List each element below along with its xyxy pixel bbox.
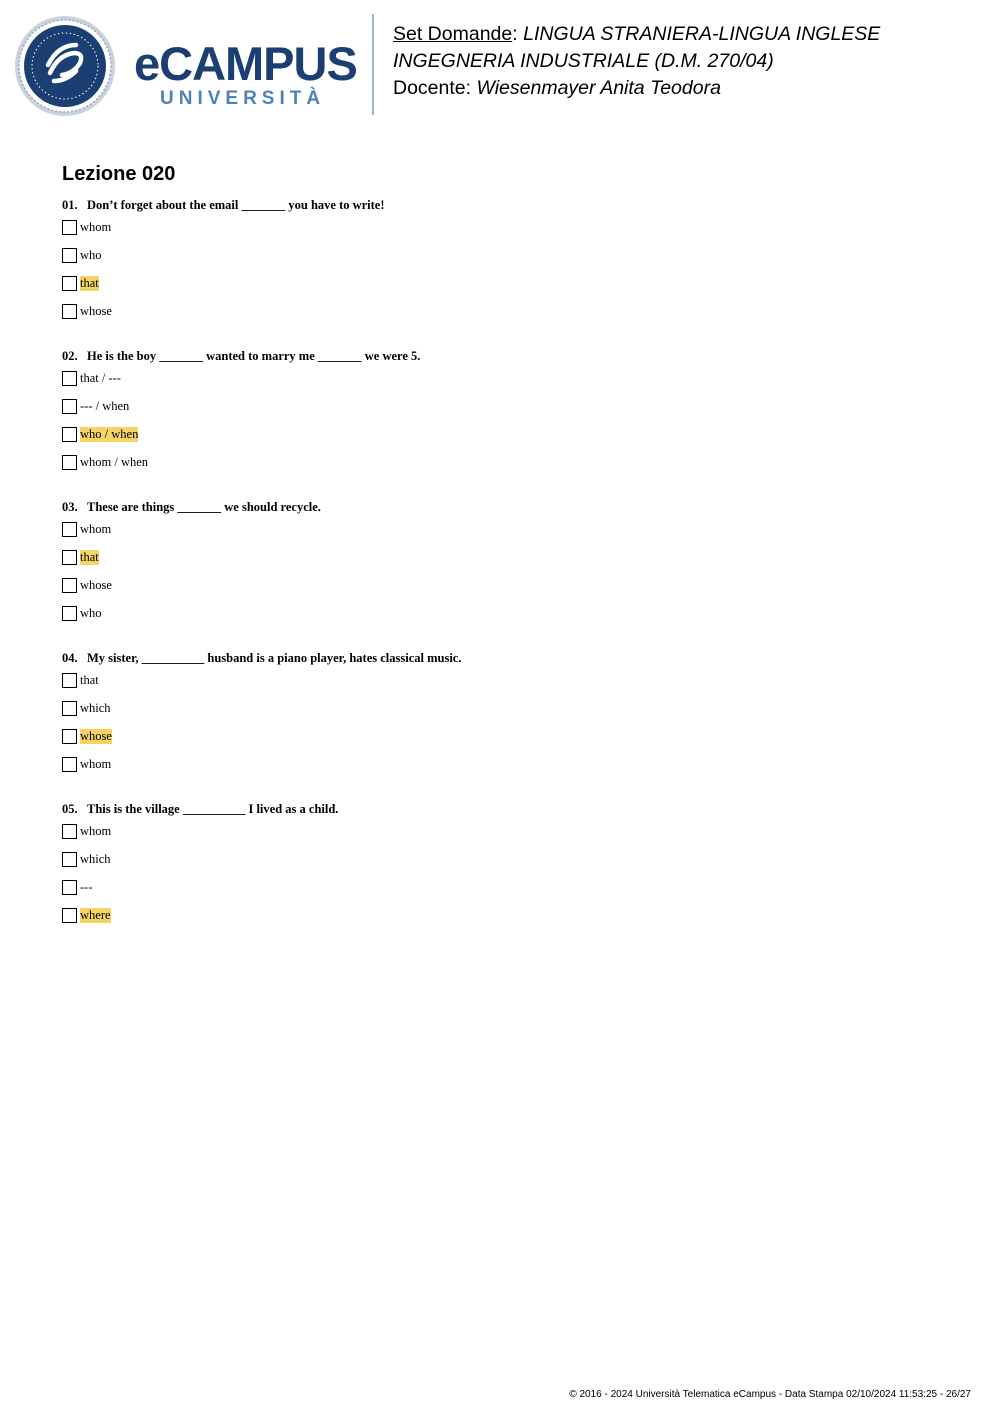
question-prompt: My sister, __________ husband is a piano player, hates classical music. bbox=[87, 651, 462, 665]
answer-checkbox[interactable] bbox=[62, 371, 77, 386]
header-divider bbox=[372, 14, 374, 115]
answer-option[interactable] bbox=[62, 455, 862, 483]
answer-label: who bbox=[80, 606, 102, 620]
answer-option[interactable] bbox=[62, 606, 862, 634]
answer-label: whom bbox=[80, 220, 112, 234]
answer-option[interactable] bbox=[62, 522, 862, 550]
answer-option[interactable] bbox=[62, 824, 862, 852]
answer-checkbox[interactable] bbox=[62, 399, 77, 414]
answer-label: whom bbox=[80, 757, 112, 771]
answer-checkbox[interactable] bbox=[62, 824, 77, 839]
answer-option[interactable] bbox=[62, 550, 862, 578]
ecampus-wordmark: eCAMPUS bbox=[134, 37, 357, 90]
answer-checkbox[interactable] bbox=[62, 729, 77, 744]
question-text bbox=[62, 198, 862, 220]
question-text bbox=[62, 500, 862, 522]
answer-option[interactable] bbox=[62, 880, 862, 908]
set-label: Set Domande bbox=[393, 23, 513, 45]
teacher-label: Docente bbox=[393, 77, 466, 99]
answer-option[interactable] bbox=[62, 427, 862, 455]
answer-checkbox[interactable] bbox=[62, 304, 77, 319]
answer-label: whom bbox=[80, 522, 112, 536]
question-prompt: These are things _______ we should recycle. bbox=[87, 500, 321, 514]
answer-option[interactable] bbox=[62, 371, 862, 399]
answer-label: who bbox=[80, 248, 102, 262]
question-text bbox=[62, 651, 862, 673]
answer-label-highlighted: that bbox=[80, 276, 99, 290]
question-text bbox=[62, 349, 862, 371]
answer-option[interactable] bbox=[62, 673, 862, 701]
answer-label: which bbox=[80, 701, 111, 715]
question-prompt: This is the village __________ I lived as a child. bbox=[87, 802, 339, 816]
header-info bbox=[393, 21, 880, 102]
answer-checkbox[interactable] bbox=[62, 220, 77, 235]
answer-option[interactable] bbox=[62, 578, 862, 606]
answer-checkbox[interactable] bbox=[62, 701, 77, 716]
answer-checkbox[interactable] bbox=[62, 880, 77, 895]
answer-label-highlighted: that bbox=[80, 550, 99, 564]
answer-option[interactable] bbox=[62, 399, 862, 427]
answer-label: --- / when bbox=[80, 399, 130, 413]
answer-checkbox[interactable] bbox=[62, 276, 77, 291]
lesson-title: Lezione 020 bbox=[62, 163, 176, 185]
answer-option[interactable] bbox=[62, 248, 862, 276]
page-footer: © 2016 - 2024 Università Telematica eCampus - Data Stampa 02/10/2024 11:53:25 - 26/27 bbox=[569, 1389, 971, 1400]
page-header bbox=[0, 0, 1000, 130]
answer-option[interactable] bbox=[62, 729, 862, 757]
question-1 bbox=[62, 198, 862, 332]
question-5 bbox=[62, 802, 862, 936]
answer-checkbox[interactable] bbox=[62, 522, 77, 537]
question-number: 03. bbox=[62, 500, 78, 514]
answer-checkbox[interactable] bbox=[62, 550, 77, 565]
answer-option[interactable] bbox=[62, 757, 862, 785]
answer-checkbox[interactable] bbox=[62, 248, 77, 263]
answer-label: which bbox=[80, 852, 111, 866]
teacher-line: Docente: Wiesenmayer Anita Teodora bbox=[393, 77, 721, 99]
question-3 bbox=[62, 500, 862, 634]
answer-label: that / --- bbox=[80, 371, 121, 385]
answer-label: whom / when bbox=[80, 455, 149, 469]
answer-option[interactable] bbox=[62, 220, 862, 248]
question-4 bbox=[62, 651, 862, 785]
teacher-name: Wiesenmayer Anita Teodora bbox=[476, 77, 721, 99]
ecampus-seal-logo bbox=[14, 15, 116, 117]
answer-label: --- bbox=[80, 880, 93, 894]
answer-checkbox[interactable] bbox=[62, 673, 77, 688]
answer-option[interactable] bbox=[62, 701, 862, 729]
question-prompt: Don’t forget about the email _______ you have to write! bbox=[87, 198, 385, 212]
answer-checkbox[interactable] bbox=[62, 427, 77, 442]
answer-label-highlighted: who / when bbox=[80, 427, 139, 441]
answer-label-highlighted: whose bbox=[80, 729, 112, 743]
answer-option[interactable] bbox=[62, 908, 862, 936]
answer-checkbox[interactable] bbox=[62, 578, 77, 593]
question-number: 04. bbox=[62, 651, 78, 665]
answer-option[interactable] bbox=[62, 276, 862, 304]
set-value: LINGUA STRANIERA-LINGUA INGLESE bbox=[523, 23, 881, 45]
answer-option[interactable] bbox=[62, 852, 862, 880]
set-line: Set Domande: LINGUA STRANIERA-LINGUA INGLESE bbox=[393, 23, 881, 45]
answer-label: whom bbox=[80, 824, 112, 838]
question-2 bbox=[62, 349, 862, 483]
answer-label: that bbox=[80, 673, 99, 687]
question-prompt: He is the boy _______ wanted to marry me _______ we were 5. bbox=[87, 349, 421, 363]
answer-label-highlighted: where bbox=[80, 908, 111, 922]
question-text bbox=[62, 802, 862, 824]
answer-checkbox[interactable] bbox=[62, 757, 77, 772]
answer-option[interactable] bbox=[62, 304, 862, 332]
answer-checkbox[interactable] bbox=[62, 606, 77, 621]
answer-label: whose bbox=[80, 578, 112, 592]
answer-checkbox[interactable] bbox=[62, 908, 77, 923]
question-number: 02. bbox=[62, 349, 78, 363]
question-number: 05. bbox=[62, 802, 78, 816]
course-line bbox=[393, 48, 880, 75]
universita-wordmark: UNIVERSITÀ bbox=[160, 88, 326, 109]
course-value: INGEGNERIA INDUSTRIALE (D.M. 270/04) bbox=[393, 50, 774, 72]
answer-label: whose bbox=[80, 304, 112, 318]
question-number: 01. bbox=[62, 198, 78, 212]
answer-checkbox[interactable] bbox=[62, 852, 77, 867]
answer-checkbox[interactable] bbox=[62, 455, 77, 470]
